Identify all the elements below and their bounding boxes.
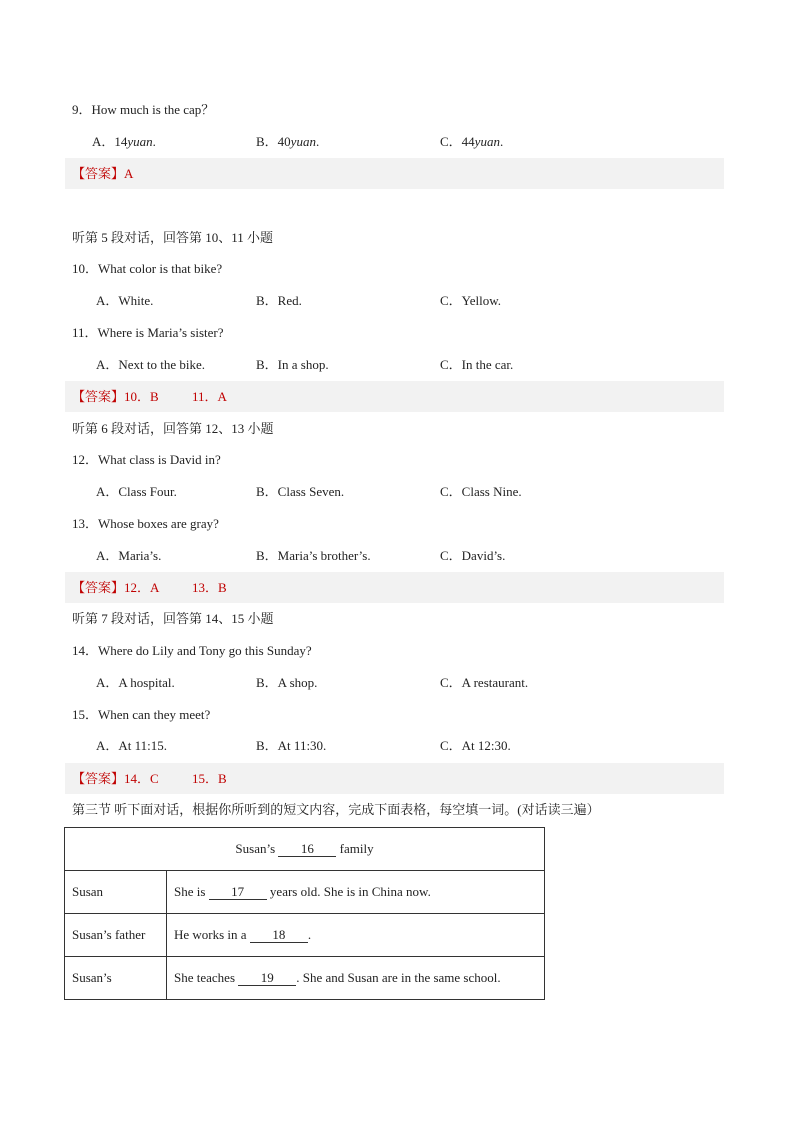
answer-label: 【答案】 <box>72 389 125 404</box>
answer-label: 【答案】 <box>72 771 125 786</box>
table-row <box>65 828 545 871</box>
question-12: 12．What class is David in? <box>72 452 221 467</box>
question-13: 13．Whose boxes are gray? <box>72 516 219 531</box>
q12-option-b: B．Class Seven. <box>256 484 345 499</box>
answer-box-10-11 <box>65 381 724 412</box>
row-content: She teaches 19 . She and Susan are in the same school. <box>167 957 545 1000</box>
q15-option-b: B．At 11:30. <box>256 738 327 753</box>
table-title: Susan’s 16 family <box>65 828 545 871</box>
answer-value: 15．B <box>192 771 227 786</box>
table-row <box>65 871 545 914</box>
q9-option-a: A．14yuan. <box>92 134 156 149</box>
answer-label: 【答案】 <box>72 166 125 181</box>
family-table <box>64 827 545 1000</box>
answer-value: 13．B <box>192 580 227 595</box>
answer-value: 10．B <box>124 389 159 404</box>
q12-option-c: C．Class Nine. <box>440 484 522 499</box>
row-label: Susan’s father <box>65 914 167 957</box>
q15-option-c: C．At 12:30. <box>440 738 511 753</box>
section-6-heading: 听第 6 段对话，回答第 12、13 小题 <box>72 421 274 436</box>
blank-19: 19 <box>238 971 296 986</box>
answer-box-14-15 <box>65 763 724 794</box>
q9-option-b: B．40yuan. <box>256 134 320 149</box>
q9-option-c: C．44yuan. <box>440 134 504 149</box>
q14-option-a: A．A hospital. <box>96 675 175 690</box>
q14-option-b: B．A shop. <box>256 675 318 690</box>
q11-option-c: C．In the car. <box>440 357 514 372</box>
blank-17: 17 <box>209 885 267 900</box>
question-10: 10．What color is that bike? <box>72 261 223 276</box>
question-15: 15．When can they meet? <box>72 707 211 722</box>
question-9: 9．How much is the cap？ <box>72 102 215 117</box>
q10-option-c: C．Yellow. <box>440 293 502 308</box>
answer-value: 12．A <box>124 580 160 595</box>
part-3-heading: 第三节 听下面对话，根据你所听到的短文内容，完成下面表格，每空填一词。(对话读三遍） <box>72 802 600 817</box>
q13-option-a: A．Maria’s. <box>96 548 162 563</box>
answer-box-12-13 <box>65 572 724 603</box>
answer-value: 11．A <box>192 389 227 404</box>
section-7-heading: 听第 7 段对话，回答第 14、15 小题 <box>72 611 274 626</box>
question-14: 14．Where do Lily and Tony go this Sunday? <box>72 643 312 658</box>
row-content: He works in a 18 . <box>167 914 545 957</box>
row-content: She is 17 years old. She is in China now. <box>167 871 545 914</box>
answer-box-9 <box>65 158 724 189</box>
q10-option-b: B．Red. <box>256 293 302 308</box>
q12-option-a: A．Class Four. <box>96 484 177 499</box>
q13-option-b: B．Maria’s brother’s. <box>256 548 371 563</box>
q13-option-c: C．David’s. <box>440 548 506 563</box>
table-row <box>65 957 545 1000</box>
question-11: 11．Where is Maria’s sister? <box>72 325 224 340</box>
answer-value: 14．C <box>124 771 159 786</box>
row-label: Susan’s <box>65 957 167 1000</box>
section-5-heading: 听第 5 段对话，回答第 10、11 小题 <box>72 230 274 245</box>
row-label: Susan <box>65 871 167 914</box>
q11-option-a: A．Next to the bike. <box>96 357 206 372</box>
answer-value: A <box>124 166 134 181</box>
q14-option-c: C．A restaurant. <box>440 675 529 690</box>
blank-16: 16 <box>278 842 336 857</box>
table-row <box>65 914 545 957</box>
q11-option-b: B．In a shop. <box>256 357 329 372</box>
q15-option-a: A．At 11:15. <box>96 738 168 753</box>
q10-option-a: A．White. <box>96 293 154 308</box>
answer-label: 【答案】 <box>72 580 125 595</box>
blank-18: 18 <box>250 928 308 943</box>
